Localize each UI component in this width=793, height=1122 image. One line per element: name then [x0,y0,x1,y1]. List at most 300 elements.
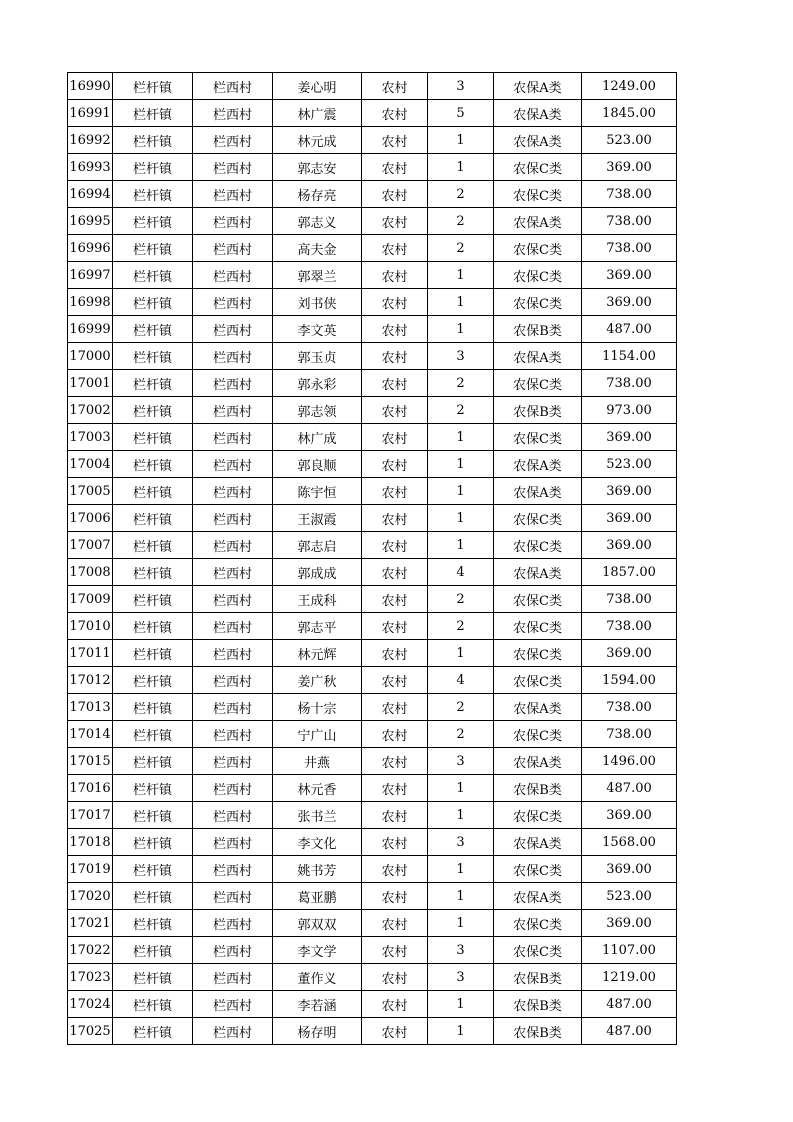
cell-count: 3 [428,748,494,775]
cell-name: 郭志安 [273,154,362,181]
cell-town: 栏杆镇 [113,991,193,1018]
cell-name: 郭成成 [273,559,362,586]
cell-town: 栏杆镇 [113,667,193,694]
cell-name: 姚书芳 [273,856,362,883]
cell-town: 栏杆镇 [113,154,193,181]
cell-name: 郭玉贞 [273,343,362,370]
table-row [68,1018,677,1045]
cell-id: 16995 [68,208,113,235]
cell-village: 栏西村 [193,1018,273,1045]
cell-village: 栏西村 [193,262,273,289]
cell-name: 郭志启 [273,532,362,559]
cell-village: 栏西村 [193,775,273,802]
cell-type: 农村 [362,478,428,505]
cell-category: 农保A类 [494,100,582,127]
cell-count: 2 [428,586,494,613]
cell-count: 4 [428,667,494,694]
table-row [68,883,677,910]
cell-id: 17023 [68,964,113,991]
cell-name: 杨存明 [273,1018,362,1045]
table-row [68,532,677,559]
cell-amount: 1568.00 [582,829,677,856]
cell-amount: 369.00 [582,262,677,289]
cell-village: 栏西村 [193,235,273,262]
cell-village: 栏西村 [193,181,273,208]
cell-type: 农村 [362,910,428,937]
table-row [68,289,677,316]
cell-village: 栏西村 [193,964,273,991]
cell-amount: 369.00 [582,640,677,667]
cell-type: 农村 [362,883,428,910]
cell-count: 4 [428,559,494,586]
cell-village: 栏西村 [193,910,273,937]
cell-town: 栏杆镇 [113,1018,193,1045]
cell-town: 栏杆镇 [113,451,193,478]
cell-id: 17009 [68,586,113,613]
cell-name: 葛亚鹏 [273,883,362,910]
cell-town: 栏杆镇 [113,262,193,289]
cell-count: 3 [428,937,494,964]
cell-count: 1 [428,127,494,154]
cell-id: 17013 [68,694,113,721]
cell-id: 17010 [68,613,113,640]
cell-id: 17022 [68,937,113,964]
table-row [68,478,677,505]
cell-amount: 1845.00 [582,100,677,127]
cell-amount: 487.00 [582,775,677,802]
cell-amount: 487.00 [582,316,677,343]
cell-amount: 738.00 [582,181,677,208]
cell-amount: 523.00 [582,883,677,910]
cell-type: 农村 [362,127,428,154]
cell-name: 林元香 [273,775,362,802]
cell-type: 农村 [362,613,428,640]
cell-count: 2 [428,613,494,640]
cell-category: 农保B类 [494,775,582,802]
cell-type: 农村 [362,451,428,478]
cell-amount: 369.00 [582,910,677,937]
table-row [68,937,677,964]
cell-id: 17006 [68,505,113,532]
cell-town: 栏杆镇 [113,613,193,640]
cell-name: 宁广山 [273,721,362,748]
cell-amount: 1154.00 [582,343,677,370]
cell-name: 林广震 [273,100,362,127]
cell-id: 17003 [68,424,113,451]
cell-id: 17001 [68,370,113,397]
cell-type: 农村 [362,694,428,721]
cell-village: 栏西村 [193,316,273,343]
cell-count: 3 [428,829,494,856]
cell-type: 农村 [362,802,428,829]
table-row [68,100,677,127]
cell-amount: 1249.00 [582,73,677,100]
cell-category: 农保A类 [494,883,582,910]
cell-category: 农保C类 [494,856,582,883]
cell-count: 2 [428,208,494,235]
cell-name: 郭翠兰 [273,262,362,289]
cell-amount: 738.00 [582,721,677,748]
cell-id: 17019 [68,856,113,883]
cell-category: 农保C类 [494,289,582,316]
cell-amount: 369.00 [582,505,677,532]
cell-village: 栏西村 [193,748,273,775]
cell-type: 农村 [362,1018,428,1045]
cell-type: 农村 [362,775,428,802]
cell-category: 农保C类 [494,262,582,289]
cell-count: 3 [428,964,494,991]
cell-type: 农村 [362,937,428,964]
cell-town: 栏杆镇 [113,208,193,235]
cell-amount: 487.00 [582,1018,677,1045]
cell-town: 栏杆镇 [113,910,193,937]
cell-id: 17007 [68,532,113,559]
cell-count: 1 [428,640,494,667]
cell-count: 3 [428,343,494,370]
cell-count: 2 [428,370,494,397]
cell-id: 17016 [68,775,113,802]
cell-category: 农保A类 [494,748,582,775]
cell-id: 17025 [68,1018,113,1045]
cell-amount: 369.00 [582,478,677,505]
cell-name: 李文学 [273,937,362,964]
cell-amount: 1496.00 [582,748,677,775]
table-row [68,235,677,262]
cell-amount: 738.00 [582,613,677,640]
cell-type: 农村 [362,397,428,424]
cell-name: 王成科 [273,586,362,613]
cell-village: 栏西村 [193,73,273,100]
cell-amount: 523.00 [582,127,677,154]
cell-village: 栏西村 [193,208,273,235]
cell-village: 栏西村 [193,505,273,532]
table-row [68,316,677,343]
cell-village: 栏西村 [193,991,273,1018]
cell-amount: 1594.00 [582,667,677,694]
table-row [68,505,677,532]
cell-type: 农村 [362,370,428,397]
cell-count: 1 [428,316,494,343]
cell-type: 农村 [362,181,428,208]
cell-name: 林广成 [273,424,362,451]
cell-amount: 738.00 [582,235,677,262]
cell-type: 农村 [362,262,428,289]
cell-category: 农保C类 [494,721,582,748]
cell-name: 林元成 [273,127,362,154]
cell-town: 栏杆镇 [113,802,193,829]
cell-village: 栏西村 [193,721,273,748]
cell-town: 栏杆镇 [113,694,193,721]
cell-name: 张书兰 [273,802,362,829]
cell-type: 农村 [362,316,428,343]
cell-village: 栏西村 [193,667,273,694]
cell-town: 栏杆镇 [113,478,193,505]
cell-town: 栏杆镇 [113,505,193,532]
table-row [68,370,677,397]
cell-type: 农村 [362,208,428,235]
cell-type: 农村 [362,964,428,991]
cell-amount: 1107.00 [582,937,677,964]
cell-category: 农保C类 [494,532,582,559]
cell-name: 王淑霞 [273,505,362,532]
cell-village: 栏西村 [193,397,273,424]
table-row [68,640,677,667]
cell-name: 郭永彩 [273,370,362,397]
cell-category: 农保B类 [494,1018,582,1045]
cell-type: 农村 [362,748,428,775]
cell-town: 栏杆镇 [113,721,193,748]
table-row [68,613,677,640]
cell-category: 农保A类 [494,478,582,505]
cell-id: 16991 [68,100,113,127]
cell-name: 郭志平 [273,613,362,640]
cell-village: 栏西村 [193,532,273,559]
cell-type: 农村 [362,667,428,694]
cell-name: 井燕 [273,748,362,775]
table-row [68,694,677,721]
cell-type: 农村 [362,721,428,748]
cell-village: 栏西村 [193,937,273,964]
cell-count: 2 [428,694,494,721]
cell-category: 农保C类 [494,370,582,397]
cell-town: 栏杆镇 [113,532,193,559]
cell-village: 栏西村 [193,100,273,127]
cell-village: 栏西村 [193,640,273,667]
cell-id: 16993 [68,154,113,181]
cell-amount: 369.00 [582,856,677,883]
cell-id: 16994 [68,181,113,208]
table-row [68,127,677,154]
cell-name: 郭双双 [273,910,362,937]
cell-id: 17020 [68,883,113,910]
cell-amount: 487.00 [582,991,677,1018]
cell-name: 杨十宗 [273,694,362,721]
table-row [68,991,677,1018]
cell-village: 栏西村 [193,424,273,451]
cell-count: 1 [428,262,494,289]
cell-town: 栏杆镇 [113,370,193,397]
cell-amount: 738.00 [582,370,677,397]
cell-town: 栏杆镇 [113,856,193,883]
cell-type: 农村 [362,289,428,316]
cell-type: 农村 [362,559,428,586]
cell-id: 17017 [68,802,113,829]
cell-count: 1 [428,910,494,937]
cell-village: 栏西村 [193,613,273,640]
cell-id: 17015 [68,748,113,775]
cell-town: 栏杆镇 [113,181,193,208]
cell-count: 1 [428,505,494,532]
cell-category: 农保A类 [494,451,582,478]
cell-count: 2 [428,397,494,424]
cell-count: 2 [428,181,494,208]
cell-category: 农保A类 [494,127,582,154]
cell-count: 1 [428,532,494,559]
cell-amount: 1857.00 [582,559,677,586]
cell-village: 栏西村 [193,856,273,883]
cell-count: 5 [428,100,494,127]
cell-count: 1 [428,775,494,802]
cell-town: 栏杆镇 [113,748,193,775]
cell-amount: 369.00 [582,802,677,829]
cell-type: 农村 [362,856,428,883]
cell-id: 17014 [68,721,113,748]
cell-category: 农保B类 [494,316,582,343]
cell-amount: 973.00 [582,397,677,424]
cell-id: 17008 [68,559,113,586]
table-row [68,451,677,478]
cell-category: 农保A类 [494,559,582,586]
cell-type: 农村 [362,235,428,262]
cell-amount: 369.00 [582,532,677,559]
cell-amount: 523.00 [582,451,677,478]
cell-id: 16996 [68,235,113,262]
cell-count: 1 [428,991,494,1018]
cell-category: 农保A类 [494,208,582,235]
table-row [68,721,677,748]
cell-count: 1 [428,154,494,181]
cell-town: 栏杆镇 [113,73,193,100]
table-row [68,856,677,883]
cell-category: 农保C类 [494,505,582,532]
cell-type: 农村 [362,73,428,100]
cell-category: 农保A类 [494,829,582,856]
cell-id: 17011 [68,640,113,667]
cell-amount: 738.00 [582,694,677,721]
cell-id: 17005 [68,478,113,505]
cell-category: 农保B类 [494,964,582,991]
cell-category: 农保C类 [494,640,582,667]
cell-type: 农村 [362,586,428,613]
cell-id: 17000 [68,343,113,370]
cell-town: 栏杆镇 [113,343,193,370]
cell-amount: 369.00 [582,154,677,181]
cell-count: 1 [428,451,494,478]
cell-village: 栏西村 [193,559,273,586]
cell-town: 栏杆镇 [113,937,193,964]
cell-village: 栏西村 [193,370,273,397]
cell-town: 栏杆镇 [113,640,193,667]
cell-id: 17024 [68,991,113,1018]
table-row [68,262,677,289]
cell-town: 栏杆镇 [113,586,193,613]
table-row [68,748,677,775]
cell-category: 农保C类 [494,937,582,964]
cell-category: 农保A类 [494,73,582,100]
table-row [68,586,677,613]
cell-village: 栏西村 [193,478,273,505]
table-row [68,424,677,451]
cell-town: 栏杆镇 [113,424,193,451]
cell-village: 栏西村 [193,343,273,370]
cell-town: 栏杆镇 [113,397,193,424]
cell-town: 栏杆镇 [113,100,193,127]
cell-category: 农保C类 [494,235,582,262]
cell-type: 农村 [362,532,428,559]
cell-count: 1 [428,289,494,316]
cell-count: 2 [428,235,494,262]
table-row [68,775,677,802]
table-row [68,559,677,586]
table-row [68,964,677,991]
cell-category: 农保B类 [494,991,582,1018]
cell-type: 农村 [362,154,428,181]
cell-name: 郭良顺 [273,451,362,478]
table-row [68,667,677,694]
cell-type: 农村 [362,505,428,532]
cell-category: 农保C类 [494,802,582,829]
cell-name: 高夫金 [273,235,362,262]
cell-name: 李文英 [273,316,362,343]
table-row [68,73,677,100]
cell-village: 栏西村 [193,127,273,154]
cell-id: 17004 [68,451,113,478]
table-row [68,397,677,424]
table-body [68,73,677,1045]
cell-type: 农村 [362,991,428,1018]
table-row [68,343,677,370]
cell-id: 16992 [68,127,113,154]
cell-count: 1 [428,424,494,451]
cell-category: 农保C类 [494,667,582,694]
cell-village: 栏西村 [193,694,273,721]
cell-town: 栏杆镇 [113,127,193,154]
cell-name: 姜广秋 [273,667,362,694]
cell-name: 杨存亮 [273,181,362,208]
cell-id: 17012 [68,667,113,694]
cell-name: 李若涵 [273,991,362,1018]
cell-name: 郭志义 [273,208,362,235]
cell-name: 陈宇恒 [273,478,362,505]
cell-category: 农保C类 [494,424,582,451]
cell-type: 农村 [362,100,428,127]
cell-village: 栏西村 [193,289,273,316]
cell-town: 栏杆镇 [113,829,193,856]
cell-type: 农村 [362,829,428,856]
cell-category: 农保C类 [494,910,582,937]
cell-name: 董作义 [273,964,362,991]
data-table [67,72,677,1045]
cell-name: 郭志领 [273,397,362,424]
cell-id: 17002 [68,397,113,424]
cell-town: 栏杆镇 [113,964,193,991]
cell-town: 栏杆镇 [113,883,193,910]
cell-name: 刘书侠 [273,289,362,316]
table-row [68,829,677,856]
cell-village: 栏西村 [193,154,273,181]
cell-category: 农保C类 [494,613,582,640]
cell-id: 16997 [68,262,113,289]
cell-town: 栏杆镇 [113,235,193,262]
cell-amount: 738.00 [582,586,677,613]
table-row [68,802,677,829]
cell-category: 农保C类 [494,154,582,181]
cell-town: 栏杆镇 [113,316,193,343]
cell-count: 1 [428,856,494,883]
cell-count: 3 [428,73,494,100]
cell-amount: 738.00 [582,208,677,235]
cell-amount: 1219.00 [582,964,677,991]
cell-name: 姜心明 [273,73,362,100]
cell-category: 农保A类 [494,343,582,370]
cell-id: 16999 [68,316,113,343]
cell-category: 农保A类 [494,694,582,721]
cell-town: 栏杆镇 [113,289,193,316]
cell-village: 栏西村 [193,829,273,856]
cell-type: 农村 [362,640,428,667]
cell-name: 林元辉 [273,640,362,667]
cell-name: 李文化 [273,829,362,856]
